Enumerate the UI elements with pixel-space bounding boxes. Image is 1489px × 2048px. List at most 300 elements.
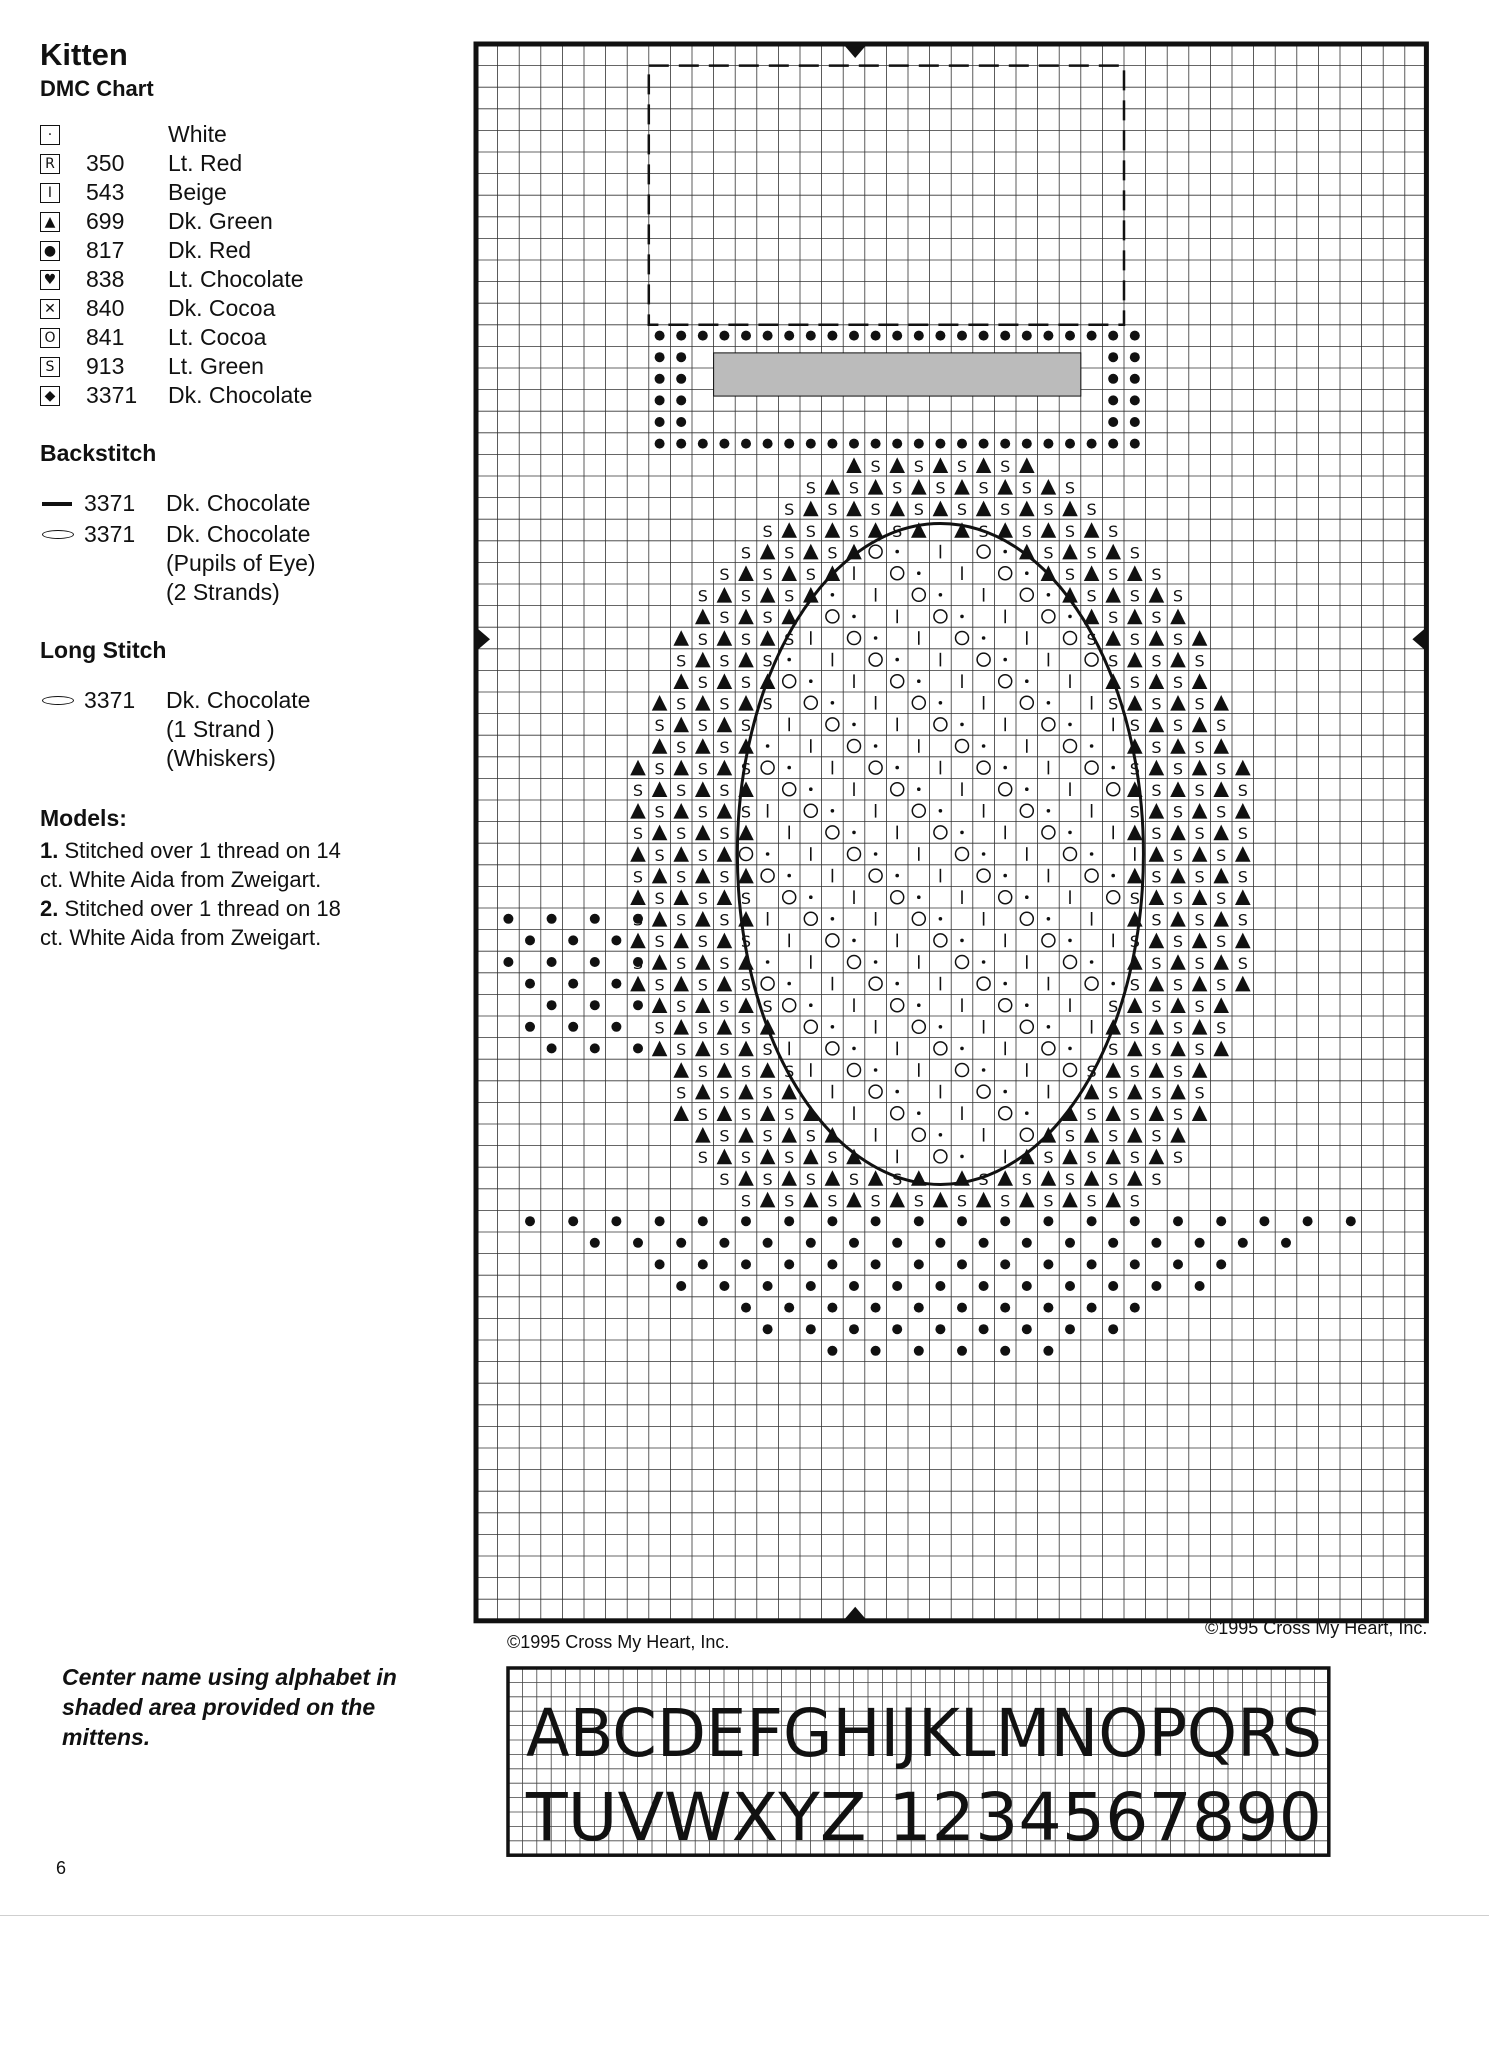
s-stitch: S xyxy=(1172,1061,1184,1081)
dot-stitch xyxy=(871,1259,881,1269)
s-stitch: S xyxy=(1129,759,1140,779)
s-stitch: S xyxy=(1086,1105,1097,1124)
model-text: Stitched over 1 thread on 18 xyxy=(64,896,341,922)
white-stitch xyxy=(809,1003,813,1007)
o-stitch xyxy=(848,632,861,645)
s-stitch: S xyxy=(1237,824,1248,844)
s-stitch: S xyxy=(719,910,730,930)
floss-color-name: Lt. Chocolate xyxy=(168,266,304,293)
o-stitch xyxy=(999,891,1012,904)
dot-stitch xyxy=(1130,439,1140,449)
dot-stitch xyxy=(827,439,837,449)
s-stitch: S xyxy=(1237,867,1248,887)
s-stitch: S xyxy=(697,759,708,779)
o-stitch xyxy=(912,912,925,925)
o-stitch xyxy=(956,848,969,861)
floss-key-row xyxy=(40,323,430,352)
o-stitch xyxy=(869,1085,882,1098)
triangle-symbol-icon: ▲ xyxy=(40,212,60,232)
dot-stitch xyxy=(503,957,513,967)
s-stitch: S xyxy=(1086,1191,1097,1211)
s-stitch: S xyxy=(1129,889,1140,908)
white-stitch xyxy=(1111,874,1115,878)
o-stitch xyxy=(956,1064,969,1077)
s-stitch: S xyxy=(719,694,730,714)
dot-stitch xyxy=(1130,1259,1140,1269)
s-stitch: S xyxy=(697,716,708,736)
dot-stitch xyxy=(979,439,989,449)
s-stitch: S xyxy=(1086,1148,1097,1168)
white-stitch xyxy=(809,679,813,683)
white-stitch xyxy=(874,960,878,964)
dot-stitch xyxy=(611,979,621,989)
s-stitch: S xyxy=(1043,1191,1054,1211)
white-stitch xyxy=(1025,679,1029,683)
o-stitch xyxy=(869,761,882,774)
s-stitch: S xyxy=(805,1169,816,1189)
s-stitch: S xyxy=(1086,500,1097,520)
o-stitch xyxy=(783,891,796,904)
s-stitch: S xyxy=(654,975,665,995)
dot-stitch xyxy=(1022,1281,1032,1291)
stitch-description-line: (Pupils of Eye) xyxy=(166,550,316,577)
o-stitch xyxy=(999,1107,1012,1120)
s-stitch: S xyxy=(784,500,795,520)
s-stitch: S xyxy=(697,1061,708,1081)
dot-stitch xyxy=(1065,1238,1075,1248)
white-stitch xyxy=(852,723,856,727)
s-stitch: S xyxy=(740,802,752,822)
s-stitch: S xyxy=(913,457,924,476)
o-stitch xyxy=(912,1020,925,1033)
s-stitch: S xyxy=(1194,953,1205,973)
s-stitch: S xyxy=(740,1018,752,1038)
s-stitch: S xyxy=(1172,932,1184,952)
dot-stitch xyxy=(763,1324,773,1334)
o-stitch xyxy=(1020,804,1033,817)
s-stitch: S xyxy=(784,1191,795,1211)
dot-stitch xyxy=(633,1000,643,1010)
s-stitch: S xyxy=(1194,651,1205,671)
floss-color-name: Beige xyxy=(168,179,227,206)
s-stitch: S xyxy=(1194,1040,1205,1060)
s-stitch: S xyxy=(1151,781,1162,800)
s-stitch: S xyxy=(697,629,708,649)
o-stitch xyxy=(934,1150,947,1163)
dot-stitch xyxy=(611,1216,621,1226)
s-stitch: S xyxy=(654,845,665,865)
oval-line-icon xyxy=(40,520,84,607)
dot-stitch xyxy=(849,331,859,341)
s-stitch: S xyxy=(978,478,989,498)
s-stitch: S xyxy=(827,543,838,563)
o-stitch xyxy=(977,653,990,666)
dot-stitch xyxy=(655,1259,665,1269)
o-stitch xyxy=(912,804,925,817)
dot-stitch xyxy=(1216,1216,1226,1226)
white-stitch xyxy=(1003,982,1007,986)
o-stitch xyxy=(826,610,839,623)
white-stitch xyxy=(831,809,835,813)
floss-number: 838 xyxy=(86,266,125,293)
o-stitch xyxy=(761,977,774,990)
dot-stitch xyxy=(935,1324,945,1334)
o-stitch xyxy=(869,977,882,990)
s-stitch: S xyxy=(913,500,924,520)
dot-stitch xyxy=(957,1216,967,1226)
white-stitch xyxy=(895,550,899,554)
s-stitch: S xyxy=(697,586,708,606)
floss-color-name: White xyxy=(168,121,227,148)
o-stitch xyxy=(934,934,947,947)
o-stitch xyxy=(1064,1064,1077,1077)
dot-stitch xyxy=(741,1303,751,1313)
long-stitch-list xyxy=(40,686,430,773)
white-stitch xyxy=(982,744,986,748)
o-stitch xyxy=(977,869,990,882)
s-stitch: S xyxy=(676,1083,687,1103)
dot-stitch xyxy=(914,1303,924,1313)
s-stitch: S xyxy=(1064,1169,1076,1189)
s-stitch: S xyxy=(956,500,968,520)
s-stitch: S xyxy=(1000,500,1011,520)
white-stitch xyxy=(1025,571,1029,575)
name-shaded-area xyxy=(714,353,1081,396)
white-stitch xyxy=(895,1090,899,1094)
o-stitch xyxy=(1020,696,1033,709)
o-stitch xyxy=(956,632,969,645)
dot-stitch xyxy=(827,1346,837,1356)
dot-stitch xyxy=(590,957,600,967)
white-stitch xyxy=(1111,766,1115,770)
dot-stitch xyxy=(655,331,665,341)
dot-stitch xyxy=(871,331,881,341)
dot-stitch xyxy=(676,417,686,427)
dot-stitch xyxy=(849,1281,859,1291)
o-stitch xyxy=(804,912,817,925)
white-stitch xyxy=(917,895,921,899)
white-stitch xyxy=(895,982,899,986)
o-stitch xyxy=(783,783,796,796)
white-stitch xyxy=(939,701,943,705)
o-stitch xyxy=(912,696,925,709)
o-stitch xyxy=(761,869,774,882)
s-stitch: S xyxy=(697,802,708,822)
o-stitch xyxy=(1064,632,1077,645)
o-stitch xyxy=(869,869,882,882)
o-stitch xyxy=(826,1042,839,1055)
dot-stitch xyxy=(935,1238,945,1248)
o-stitch xyxy=(1020,588,1033,601)
floss-color-name: Dk. Chocolate xyxy=(168,382,313,409)
s-stitch: S xyxy=(1086,586,1097,606)
dot-stitch xyxy=(871,1303,881,1313)
dot-stitch xyxy=(676,1238,686,1248)
s-stitch: S xyxy=(632,781,644,800)
dot-stitch xyxy=(741,1216,751,1226)
dot-stitch xyxy=(957,1303,967,1313)
dot-stitch xyxy=(590,1000,600,1010)
floss-key-row xyxy=(40,207,430,236)
s-stitch: S xyxy=(1043,1148,1054,1168)
s-stitch: S xyxy=(1151,608,1162,628)
white-stitch xyxy=(982,960,986,964)
s-stitch: S xyxy=(1151,737,1162,757)
heart-symbol-icon: ♥ xyxy=(40,270,60,290)
s-stitch: S xyxy=(870,457,881,476)
o-stitch xyxy=(1064,956,1077,969)
white-stitch xyxy=(809,895,813,899)
dot-stitch xyxy=(1130,331,1140,341)
dot-stitch xyxy=(957,1259,967,1269)
white-stitch xyxy=(1068,723,1072,727)
chart-gridlines xyxy=(476,44,1426,1621)
stitch-description xyxy=(166,520,316,607)
o-stitch xyxy=(1020,1128,1033,1141)
o-stitch xyxy=(848,848,861,861)
s-stitch: S xyxy=(1172,759,1184,779)
o-stitch xyxy=(1085,869,1098,882)
white-stitch xyxy=(852,831,856,835)
s-stitch: S xyxy=(632,824,644,844)
dot-stitch xyxy=(568,1216,578,1226)
white-stitch xyxy=(939,1133,943,1137)
s-stitch: S xyxy=(1086,1061,1097,1081)
o-stitch xyxy=(848,1064,861,1077)
s-stitch: S xyxy=(762,1083,773,1103)
white-stitch xyxy=(917,679,921,683)
model-number: 1. xyxy=(40,838,59,864)
s-stitch: S xyxy=(1151,910,1162,930)
dot-stitch xyxy=(698,331,708,341)
dot-stitch xyxy=(1108,1324,1118,1334)
stitch-description-line: (2 Strands) xyxy=(166,579,280,606)
dot-stitch xyxy=(568,935,578,945)
s-stitch: S xyxy=(654,889,665,908)
dot-stitch xyxy=(1108,1238,1118,1248)
s-stitch: S xyxy=(1108,608,1119,628)
o-stitch xyxy=(977,761,990,774)
solid-line-icon xyxy=(40,489,84,518)
s-stitch: S xyxy=(1108,651,1119,671)
s-stitch: S xyxy=(1194,867,1205,887)
dot-stitch xyxy=(784,1303,794,1313)
s-stitch: S xyxy=(719,1083,730,1103)
dot-stitch xyxy=(655,352,665,362)
o-stitch xyxy=(999,999,1012,1012)
s-stitch: S xyxy=(719,824,730,844)
o-stitch xyxy=(977,977,990,990)
long-stitch-heading: Long Stitch xyxy=(40,637,167,664)
s-stitch: S xyxy=(1194,824,1205,844)
s-stitch: S xyxy=(719,608,730,628)
dot-stitch xyxy=(914,1346,924,1356)
dot-stitch xyxy=(849,1324,859,1334)
s-stitch: S xyxy=(1194,997,1205,1016)
s-stitch: S xyxy=(784,543,795,563)
s-stitch: S xyxy=(1064,1126,1076,1146)
page-edge xyxy=(0,1915,1489,1916)
dot-stitch xyxy=(1108,439,1118,449)
s-stitch: S xyxy=(1216,1018,1227,1038)
floss-number: 840 xyxy=(86,295,125,322)
dot-stitch xyxy=(633,914,643,924)
s-stitch: S xyxy=(1216,889,1227,908)
white-stitch xyxy=(1003,766,1007,770)
stitch-row xyxy=(40,686,430,773)
s-stitch: S xyxy=(654,932,665,952)
s-stitch: S xyxy=(1108,1126,1119,1146)
s-stitch: S xyxy=(892,1169,903,1189)
dot-stitch xyxy=(1043,331,1053,341)
dot-stitch xyxy=(1087,331,1097,341)
dot-stitch xyxy=(1173,1216,1183,1226)
white-stitch xyxy=(787,874,791,878)
dot-stitch xyxy=(1173,1259,1183,1269)
stitch-description-line: Dk. Chocolate xyxy=(166,687,311,714)
stitch-description-line: (Whiskers) xyxy=(166,745,276,772)
s-stitch: S xyxy=(1129,932,1140,952)
white-stitch xyxy=(1003,1090,1007,1094)
pattern-title: Kitten xyxy=(40,37,128,72)
s-stitch: S xyxy=(1151,1083,1162,1103)
s-stitch: S xyxy=(719,953,730,973)
s-stitch: S xyxy=(784,629,795,649)
o-stitch xyxy=(1042,826,1055,839)
dot-stitch xyxy=(827,331,837,341)
s-stitch: S xyxy=(676,824,687,844)
dot-stitch xyxy=(698,1259,708,1269)
dot-stitch xyxy=(1108,395,1118,405)
s-stitch: S xyxy=(1172,889,1184,908)
dot-stitch xyxy=(1087,439,1097,449)
dot-stitch xyxy=(914,1259,924,1269)
o-stitch xyxy=(934,610,947,623)
floss-key-row xyxy=(40,352,430,381)
s-stitch: S xyxy=(740,673,752,692)
s-stitch: S xyxy=(1108,694,1119,714)
dot-stitch xyxy=(590,1238,600,1248)
o-stitch xyxy=(912,588,925,601)
center-marker-left xyxy=(476,627,490,651)
white-stitch xyxy=(787,658,791,662)
o-stitch xyxy=(1064,740,1077,753)
s-stitch: S xyxy=(697,889,708,908)
dot-stitch xyxy=(979,1281,989,1291)
s-stitch: S xyxy=(740,1105,752,1124)
white-stitch xyxy=(1003,550,1007,554)
r-symbol-icon: R xyxy=(40,154,60,174)
white-stitch xyxy=(982,1068,986,1072)
copyright-left: ©1995 Cross My Heart, Inc. xyxy=(507,1632,730,1652)
o-stitch xyxy=(999,783,1012,796)
s-stitch: S xyxy=(719,1126,730,1146)
dot-stitch xyxy=(1000,1216,1010,1226)
dot-stitch xyxy=(849,439,859,449)
dot-stitch xyxy=(698,1216,708,1226)
alphabet-row-letters: ABCDEFGHIJKLMNOPQRS xyxy=(526,1695,1322,1772)
dot-stitch xyxy=(525,935,535,945)
s-stitch: S xyxy=(913,1191,924,1211)
dot-stitch xyxy=(892,331,902,341)
s-stitch: S xyxy=(1064,565,1076,584)
white-stitch xyxy=(831,701,835,705)
s-stitch: S xyxy=(719,651,730,671)
dot-stitch xyxy=(1000,439,1010,449)
o-stitch xyxy=(804,696,817,709)
white-stitch xyxy=(917,1111,921,1115)
s-stitch: S xyxy=(892,521,903,541)
dot-stitch xyxy=(1195,1281,1205,1291)
dot-stitch xyxy=(806,1238,816,1248)
dot-stitch xyxy=(1108,1281,1118,1291)
o-stitch xyxy=(999,675,1012,688)
s-stitch: S xyxy=(697,932,708,952)
s-stitch: S xyxy=(1172,716,1184,736)
white-stitch xyxy=(831,917,835,921)
white-stitch xyxy=(1047,917,1051,921)
white-stitch xyxy=(874,636,878,640)
white-stitch xyxy=(766,852,770,856)
s-stitch: S xyxy=(740,629,752,649)
s-stitch: S xyxy=(784,1148,795,1168)
s-stitch: S xyxy=(935,478,946,498)
o-stitch xyxy=(1107,891,1120,904)
floss-number: 817 xyxy=(86,237,125,264)
s-stitch: S xyxy=(1129,629,1140,649)
dot-stitch xyxy=(806,331,816,341)
s-stitch: S xyxy=(719,1040,730,1060)
stitch-row xyxy=(40,489,430,518)
s-stitch: S xyxy=(1216,716,1227,736)
legend-column xyxy=(40,38,430,952)
dot-stitch xyxy=(655,417,665,427)
o-stitch xyxy=(826,718,839,731)
center-marker-right xyxy=(1412,627,1426,651)
o-stitch xyxy=(848,740,861,753)
s-stitch: S xyxy=(762,565,773,584)
dot-stitch xyxy=(1065,439,1075,449)
stitch-description-line: (1 Strand ) xyxy=(166,716,275,743)
dot-stitch xyxy=(1043,439,1053,449)
dot-stitch xyxy=(892,1281,902,1291)
s-stitch: S xyxy=(1172,629,1184,649)
dot-stitch xyxy=(1130,1216,1140,1226)
dot-stitch xyxy=(525,979,535,989)
s-stitch: S xyxy=(956,457,968,476)
s-stitch: S xyxy=(740,759,752,779)
dot-stitch xyxy=(806,1324,816,1334)
dot-stitch xyxy=(871,439,881,449)
s-stitch: S xyxy=(1172,586,1184,606)
s-stitch: S xyxy=(676,781,687,800)
s-stitch: S xyxy=(1194,1083,1205,1103)
s-stitch: S xyxy=(1151,997,1162,1016)
o-stitch xyxy=(1020,1020,1033,1033)
s-stitch: S xyxy=(1151,694,1162,714)
s-stitch: S xyxy=(676,694,687,714)
dot-stitch xyxy=(1108,417,1118,427)
dot-stitch xyxy=(763,1238,773,1248)
s-stitch: S xyxy=(676,737,687,757)
o-stitch xyxy=(1020,912,1033,925)
o-stitch xyxy=(826,934,839,947)
o-stitch xyxy=(783,999,796,1012)
s-stitch: S xyxy=(1021,1169,1032,1189)
dot-stitch xyxy=(633,1043,643,1053)
s-stitch: S xyxy=(1151,1126,1162,1146)
white-stitch xyxy=(1025,787,1029,791)
